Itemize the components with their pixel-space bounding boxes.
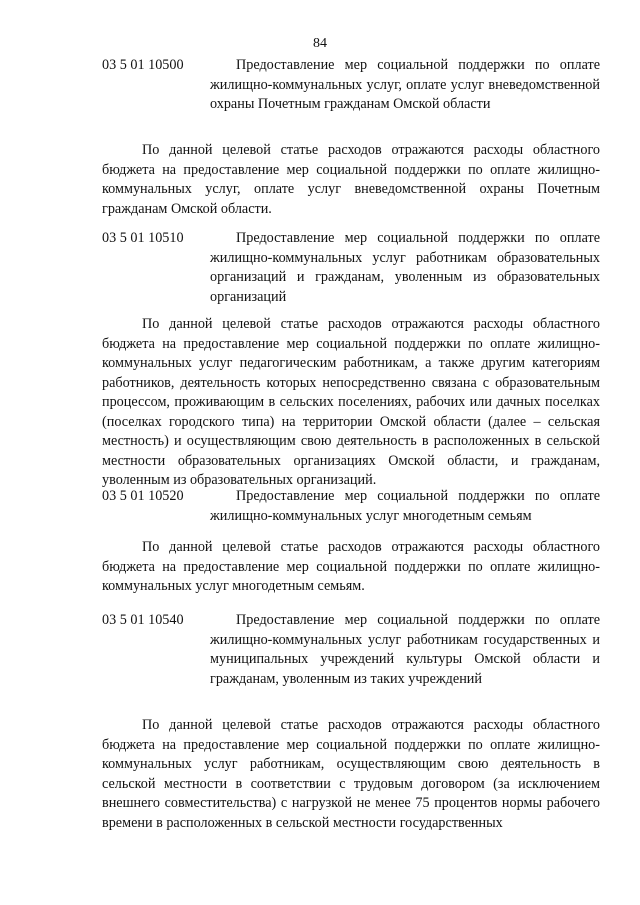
budget-item-title: Предоставление мер социальной поддержки по оплате жилищно-коммунальных услуг, оплате услуг вневедомственной охраны Почетным гражданам Омской области [210, 57, 600, 112]
budget-item-title: Предоставление мер социальной поддержки по оплате жилищно-коммунальных услуг работникам образовательных организаций и гражданам, уволенным из образовательных организаций [210, 230, 600, 305]
budget-item-description: По данной целевой статье расходов отражаются расходы областного бюджета на предоставление мер социальной поддержки по оплате жилищно-коммунальных услуг педагогическим работникам, а также другим категориям работников, деятельность которых непосредственно связана с образовательным процессом, проживающим в сельских поселениях, рабочих или дачных поселках (поселках городского типа) на территории Омской области (далее – сельская местность) и осуществляющим свою деятельность в расположенных в сельской местности образовательных организациях Омской области, и гражданам, уволенным из образовательных организаций. [102, 316, 600, 488]
budget-code: 03 5 01 10500 [102, 57, 184, 73]
budget-code: 03 5 01 10540 [102, 612, 184, 628]
budget-item-10500 [102, 56, 600, 115]
page-number: 84 [313, 36, 327, 51]
budget-item-description: По данной целевой статье расходов отражаются расходы областного бюджета на предоставление мер социальной поддержки по оплате жилищно-коммунальных услуг работникам, осуществляющим свою деятельность в сельской местности в соответствии с трудовым договором (за исключением внешнего совместительства) с нагрузкой не менее 75 процентов нормы рабочего времени в расположенных в сельской местности государственных [102, 717, 600, 831]
budget-item-10540 [102, 611, 600, 689]
budget-item-description: По данной целевой статье расходов отражаются расходы областного бюджета на предоставление мер социальной поддержки по оплате жилищно-коммунальных услуг, оплате услуг вневедомственной охраны Почетным гражданам Омской области. [102, 142, 600, 217]
budget-code: 03 5 01 10510 [102, 230, 184, 246]
budget-item-title: Предоставление мер социальной поддержки по оплате жилищно-коммунальных услуг работникам государственных и муниципальных учреждений культуры Омской области и гражданам, уволенным из таких учреждений [210, 612, 600, 687]
budget-item-title: Предоставление мер социальной поддержки по оплате жилищно-коммунальных услуг многодетным семьям [210, 488, 600, 524]
budget-item-10520 [102, 487, 600, 526]
budget-item-10510 [102, 229, 600, 307]
budget-item-description: По данной целевой статье расходов отражаются расходы областного бюджета на предоставление мер социальной поддержки по оплате жилищно-коммунальных услуг многодетным семьям. [102, 539, 600, 594]
budget-code: 03 5 01 10520 [102, 488, 184, 504]
